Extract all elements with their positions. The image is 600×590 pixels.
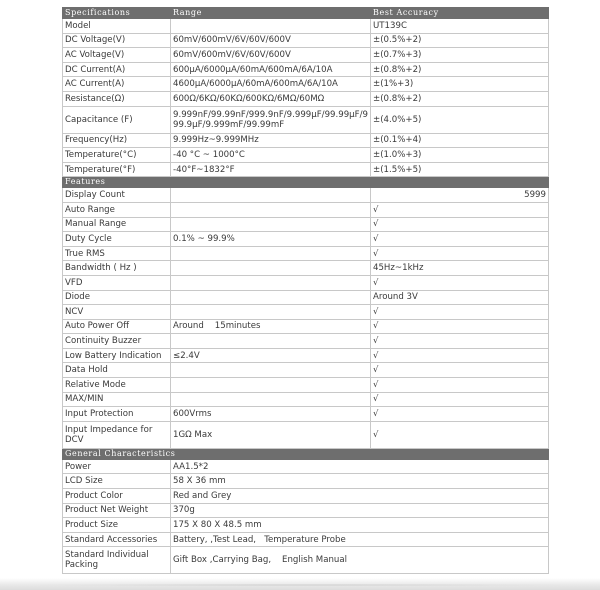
feature-range <box>171 290 371 305</box>
feature-range <box>171 378 371 393</box>
feature-value: √ <box>371 319 549 334</box>
general-value: Red and Grey <box>171 489 549 504</box>
spec-accuracy: ±(1.0%+3) <box>371 148 549 163</box>
feature-range <box>171 334 371 349</box>
feature-value: √ <box>371 348 549 363</box>
feature-value: √ <box>371 246 549 261</box>
table-row <box>63 503 549 518</box>
spec-name: Capacitance (F) <box>63 106 171 133</box>
feature-name: Diode <box>63 290 171 305</box>
spec-name: Model <box>63 19 171 34</box>
feature-value: Around 3V <box>371 290 549 305</box>
specifications-header-row <box>63 8 549 19</box>
feature-range <box>171 202 371 217</box>
spec-range: 9.999nF/99.99nF/999.9nF/9.999μF/99.99μF/999.9μF/9.999mF/99.99mF <box>171 106 371 133</box>
general-value: 175 X 80 X 48.5 mm <box>171 518 549 533</box>
feature-value: 5999 <box>371 188 549 203</box>
spec-name: DC Voltage(V) <box>63 33 171 48</box>
header-general-characteristics: General Characteristics <box>63 448 549 459</box>
table-row <box>63 133 549 148</box>
spec-range: -40 °C ~ 1000°C <box>171 148 371 163</box>
general-name: LCD Size <box>63 474 171 489</box>
spec-range <box>171 19 371 34</box>
features-header-row <box>63 177 549 188</box>
table-row <box>63 378 549 393</box>
feature-name: Continuity Buzzer <box>63 334 171 349</box>
spec-name: AC Voltage(V) <box>63 48 171 63</box>
spec-accuracy: ±(0.1%+4) <box>371 133 549 148</box>
feature-value: √ <box>371 363 549 378</box>
table-row <box>63 547 549 574</box>
general-value: 58 X 36 mm <box>171 474 549 489</box>
feature-range: 1GΩ Max <box>171 421 371 448</box>
general-name: Product Size <box>63 518 171 533</box>
spec-accuracy: ±(0.8%+2) <box>371 62 549 77</box>
feature-range <box>171 363 371 378</box>
table-row <box>63 334 549 349</box>
spec-range: 9.999Hz~9.999MHz <box>171 133 371 148</box>
table-row <box>63 489 549 504</box>
table-row <box>63 148 549 163</box>
general-value: Battery, ,Test Lead, Temperature Probe <box>171 532 549 547</box>
table-row <box>63 275 549 290</box>
feature-range: ≤2.4V <box>171 348 371 363</box>
table-row <box>63 106 549 133</box>
spec-sheet <box>62 7 548 574</box>
table-row <box>63 421 549 448</box>
feature-name: MAX/MIN <box>63 392 171 407</box>
table-row <box>63 62 549 77</box>
table-row <box>63 188 549 203</box>
feature-range <box>171 188 371 203</box>
feature-value: 45Hz~1kHz <box>371 261 549 276</box>
header-range: Range <box>171 8 371 19</box>
feature-range <box>171 261 371 276</box>
general-header-row <box>63 448 549 459</box>
header-best-accuracy: Best Accuracy <box>371 8 549 19</box>
spec-range: 60mV/600mV/6V/60V/600V <box>171 33 371 48</box>
table-row <box>63 319 549 334</box>
table-row <box>63 459 549 474</box>
spec-range: 600μA/6000μA/60mA/600mA/6A/10A <box>171 62 371 77</box>
spec-table <box>62 7 549 574</box>
table-row <box>63 363 549 378</box>
spec-accuracy: ±(0.8%+2) <box>371 91 549 106</box>
spec-range: 60mV/600mV/6V/60V/600V <box>171 48 371 63</box>
spec-name: AC Current(A) <box>63 77 171 92</box>
feature-value: √ <box>371 217 549 232</box>
table-row <box>63 162 549 177</box>
table-row <box>63 246 549 261</box>
feature-name: Input Impedance for DCV <box>63 421 171 448</box>
feature-value: √ <box>371 232 549 247</box>
spec-name: DC Current(A) <box>63 62 171 77</box>
general-value: Gift Box ,Carrying Bag, English Manual <box>171 547 549 574</box>
spec-accuracy: ±(1.5%+5) <box>371 162 549 177</box>
feature-value: √ <box>371 392 549 407</box>
feature-value: √ <box>371 421 549 448</box>
spec-name: Frequency(Hz) <box>63 133 171 148</box>
table-row <box>63 261 549 276</box>
feature-name: Bandwidth ( Hz ) <box>63 261 171 276</box>
feature-name: VFD <box>63 275 171 290</box>
feature-name: Input Protection <box>63 407 171 422</box>
feature-name: Low Battery Indication <box>63 348 171 363</box>
page-bottom-shadow-line <box>40 584 560 586</box>
table-row <box>63 290 549 305</box>
table-row <box>63 474 549 489</box>
table-row <box>63 77 549 92</box>
feature-name: Relative Mode <box>63 378 171 393</box>
feature-value: √ <box>371 275 549 290</box>
table-row <box>63 217 549 232</box>
feature-name: Data Hold <box>63 363 171 378</box>
header-specifications: Specifications <box>63 8 171 19</box>
table-row <box>63 407 549 422</box>
table-row <box>63 518 549 533</box>
feature-range <box>171 392 371 407</box>
header-features: Features <box>63 177 549 188</box>
table-row <box>63 48 549 63</box>
feature-name: True RMS <box>63 246 171 261</box>
table-row <box>63 19 549 34</box>
feature-name: Manual Range <box>63 217 171 232</box>
table-row <box>63 91 549 106</box>
feature-value: √ <box>371 407 549 422</box>
general-name: Power <box>63 459 171 474</box>
feature-name: Duty Cycle <box>63 232 171 247</box>
feature-range: Around 15minutes <box>171 319 371 334</box>
feature-range <box>171 217 371 232</box>
feature-range <box>171 305 371 320</box>
general-name: Standard Individual Packing <box>63 547 171 574</box>
table-row <box>63 33 549 48</box>
general-name: Product Color <box>63 489 171 504</box>
feature-range <box>171 246 371 261</box>
feature-name: Auto Power Off <box>63 319 171 334</box>
general-value: 370g <box>171 503 549 518</box>
general-name: Standard Accessories <box>63 532 171 547</box>
table-row <box>63 232 549 247</box>
spec-accuracy: ±(1%+3) <box>371 77 549 92</box>
feature-range: 600Vrms <box>171 407 371 422</box>
general-value: AA1.5*2 <box>171 459 549 474</box>
feature-name: Auto Range <box>63 202 171 217</box>
spec-accuracy: ±(0.7%+3) <box>371 48 549 63</box>
spec-accuracy: UT139C <box>371 19 549 34</box>
spec-name: Resistance(Ω) <box>63 91 171 106</box>
spec-name: Temperature(°F) <box>63 162 171 177</box>
spec-name: Temperature(°C) <box>63 148 171 163</box>
feature-value: √ <box>371 305 549 320</box>
feature-range <box>171 275 371 290</box>
general-name: Product Net Weight <box>63 503 171 518</box>
feature-name: NCV <box>63 305 171 320</box>
feature-value: √ <box>371 378 549 393</box>
spec-accuracy: ±(4.0%+5) <box>371 106 549 133</box>
spec-range: -40°F~1832°F <box>171 162 371 177</box>
table-row <box>63 348 549 363</box>
spec-range: 600Ω/6KΩ/60KΩ/600KΩ/6MΩ/60MΩ <box>171 91 371 106</box>
feature-value: √ <box>371 202 549 217</box>
table-row <box>63 392 549 407</box>
feature-name: Display Count <box>63 188 171 203</box>
table-row <box>63 305 549 320</box>
spec-range: 4600μA/6000μA/60mA/600mA/6A/10A <box>171 77 371 92</box>
table-row <box>63 202 549 217</box>
feature-value: √ <box>371 334 549 349</box>
spec-accuracy: ±(0.5%+2) <box>371 33 549 48</box>
feature-range: 0.1% ~ 99.9% <box>171 232 371 247</box>
table-row <box>63 532 549 547</box>
